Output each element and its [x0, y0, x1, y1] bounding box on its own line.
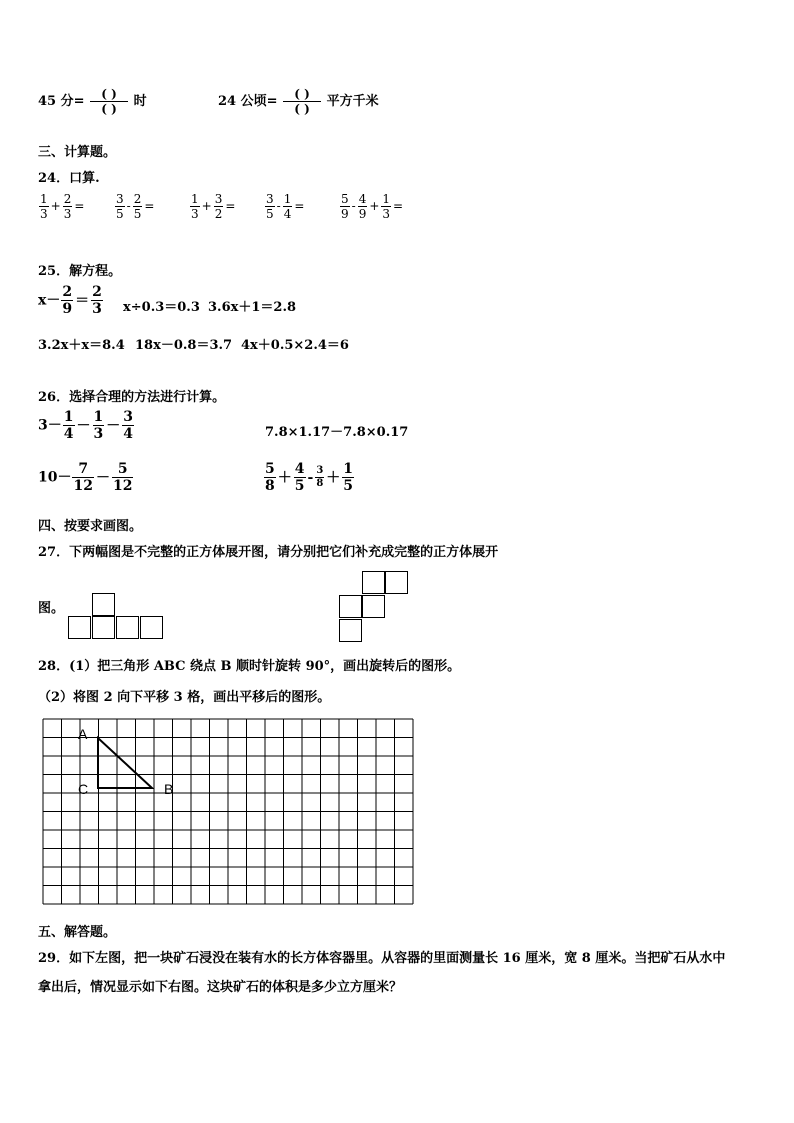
- q25-equation-3: 3.6x＋1＝2.8: [208, 300, 297, 315]
- q25-equation-4: 3.2x＋x＝8.4: [38, 338, 125, 353]
- q26-expression-a: 3－ $\frac{1}{4}$ － $\frac{1}{3}$ － $\frac{3}{4}$: [38, 409, 133, 442]
- q25-equation-1: x－ $\frac{2}{9}$ ＝ $\frac{2}{3}$: [38, 284, 102, 317]
- conversion-24ha: 24 公顷= $\frac{( )}{( )}$ 平方千米: [218, 87, 379, 116]
- q24-item-1: $\frac{1}{3}$ + $\frac{2}{3}$ =: [40, 192, 85, 221]
- q28-text-line-2: （2）将图 2 向下平移 3 格，画出平移后的图形。: [38, 690, 331, 705]
- net-square: [362, 571, 385, 594]
- q25-equation-2: x÷0.3＝0.3: [123, 300, 200, 315]
- q29-text-line-2: 拿出后，情况显示如下右图。这块矿石的体积是多少立方厘米？: [38, 980, 403, 995]
- q24-item-2: $\frac{3}{5}$ - $\frac{2}{5}$ =: [116, 192, 155, 221]
- net-square: [362, 595, 385, 618]
- section-4-heading: 四、按要求画图。: [38, 519, 143, 534]
- net-square: [92, 593, 115, 616]
- q26-expression-d: $\frac{5}{8}$ ＋ $\frac{4}{5}$ - $\frac{3}{8}$ ＋ $\frac{1}{5}$: [265, 461, 354, 494]
- net-square: [92, 616, 115, 639]
- vertex-label-a: A: [78, 726, 88, 742]
- q26-title: 26．选择合理的方法进行计算。: [38, 390, 226, 405]
- net-square: [116, 616, 139, 639]
- net-square: [68, 616, 91, 639]
- section-3-heading: 三、计算题。: [38, 145, 117, 160]
- net-square: [385, 571, 408, 594]
- q25-equation-5: 18x－0.8＝3.7: [135, 338, 233, 353]
- q24-title: 24．口算.: [38, 171, 100, 186]
- q28-text-line-1: 28．(1）把三角形 ABC 绕点 B 顺时针旋转 90°，画出旋转后的图形。: [38, 659, 461, 674]
- q24-item-5: $\frac{5}{9}$ - $\frac{4}{9}$ + $\frac{1}{3}$ =: [341, 192, 404, 221]
- conversion-45min: 45 分= $\frac{( )}{( )}$ 时: [38, 87, 147, 116]
- q26-expression-b: 7.8×1.17－7.8×0.17: [265, 425, 409, 440]
- net-square: [339, 619, 362, 642]
- vertex-label-c: C: [78, 781, 89, 797]
- q26-expression-c: 10－ $\frac{7}{12}$ － $\frac{5}{12}$: [38, 461, 133, 494]
- net-square: [140, 616, 163, 639]
- q27-text-line-1: 27．下两幅图是不完整的正方体展开图，请分别把它们补充成完整的正方体展开: [38, 545, 499, 560]
- square-grid: [42, 718, 416, 908]
- vertex-label-b: B: [164, 781, 174, 797]
- q25-equation-6: 4x＋0.5×2.4＝6: [241, 338, 349, 353]
- conversion-fraction-blank: $\frac{( )}{( )}$: [283, 88, 321, 115]
- q24-item-4: $\frac{3}{5}$ - $\frac{1}{4}$ =: [266, 192, 305, 221]
- net-square: [339, 595, 362, 618]
- section-5-heading: 五、解答题。: [38, 925, 117, 940]
- conversion-fraction-blank: $\frac{( )}{( )}$: [90, 88, 128, 115]
- q24-item-3: $\frac{1}{3}$ + $\frac{3}{2}$ =: [191, 192, 236, 221]
- q25-title: 25．解方程。: [38, 264, 122, 279]
- q27-text-line-2: 图。: [38, 601, 65, 616]
- q29-text-line-1: 29．如下左图，把一块矿石浸没在装有水的长方体容器里。从容器的里面测量长 16 厘米，宽 8 厘米。当把矿石从水中: [38, 951, 726, 966]
- triangle-abc: [98, 738, 152, 788]
